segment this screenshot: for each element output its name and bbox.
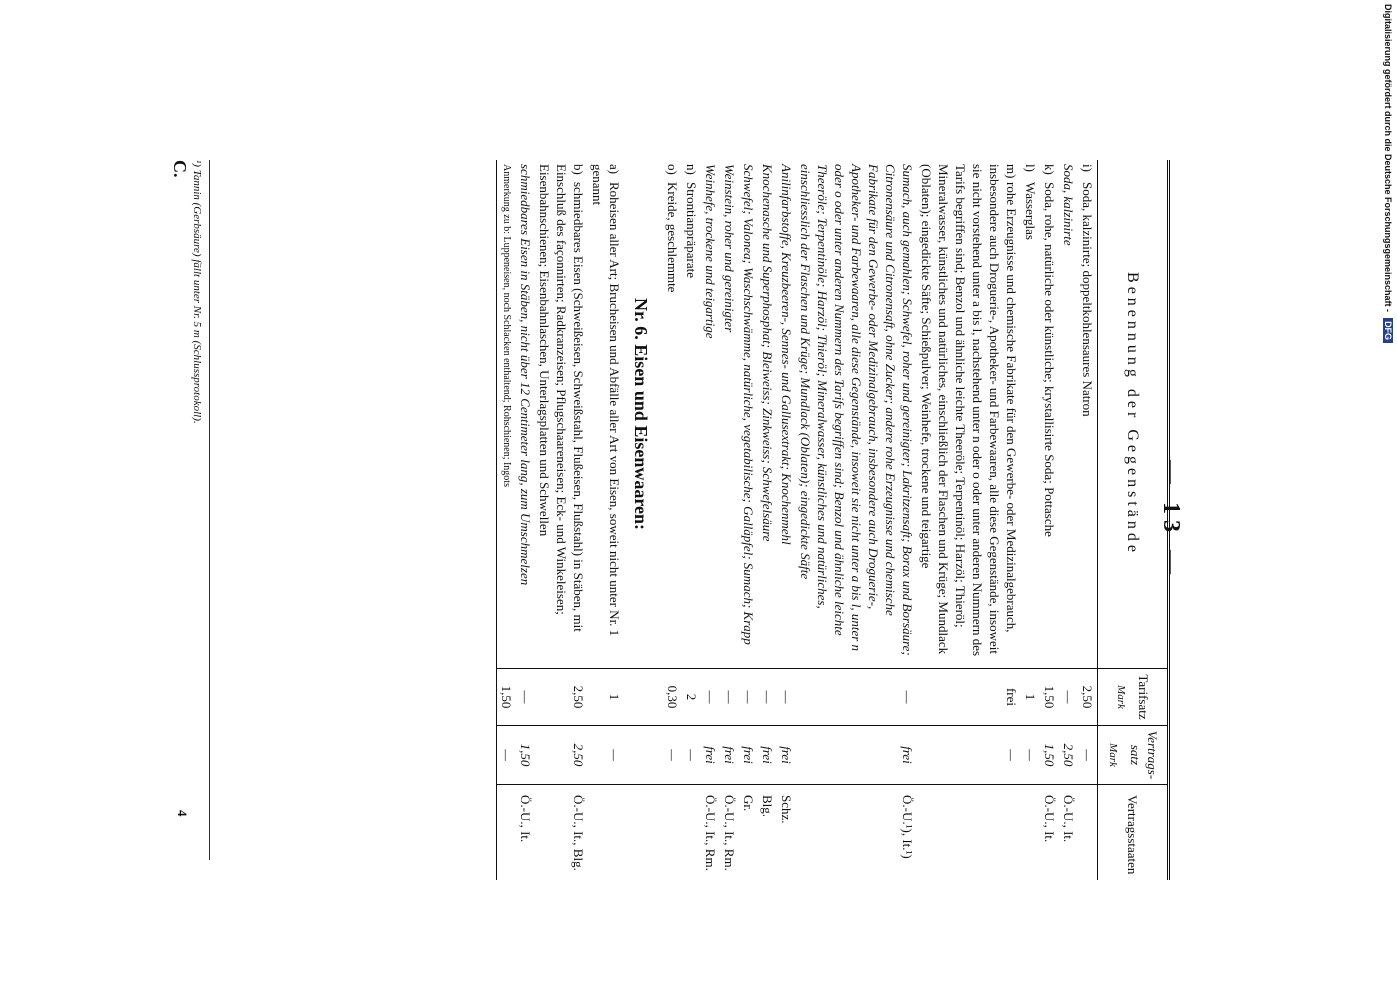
item-text: Weinstein, roher und gereinigter — [722, 164, 737, 333]
column-header-staaten: Vertragsstaaten — [1098, 785, 1169, 881]
item-description — [720, 160, 739, 669]
table-row — [1059, 160, 1078, 880]
item-key: i) — [1080, 164, 1095, 172]
table-row — [701, 160, 720, 880]
vertrag-value: 1,50 — [516, 726, 535, 785]
item-description — [535, 160, 588, 669]
table-row — [1021, 160, 1040, 880]
vertrag-value: frei — [739, 726, 758, 785]
table-row — [663, 160, 682, 880]
tarif-value: 1 — [588, 669, 624, 726]
item-key: o) — [665, 164, 680, 175]
table-row — [739, 160, 758, 880]
item-text: Soda, kalzinirte — [1061, 164, 1076, 246]
vertrag-value: — — [917, 726, 1021, 785]
item-text: Soda, kalzinirte; doppeltkohlensaures Natron — [1080, 182, 1095, 417]
staaten-value: Schz. — [779, 795, 794, 824]
item-text: Strontianpräparate — [684, 182, 699, 279]
item-text: Roheisen aller Art; Brucheisen und Abfälle aller Art von Eisen, soweit nicht unter Nr. 1 genannt — [590, 164, 622, 637]
vertrag-value: 1,50 — [1040, 726, 1059, 785]
item-key: k) — [1042, 164, 1057, 175]
item-description — [1040, 160, 1059, 669]
table-row — [516, 160, 535, 880]
dfg-logo: DFG — [1383, 318, 1393, 343]
tarif-value: frei — [917, 669, 1021, 726]
item-description — [663, 160, 682, 669]
tarif-value: — — [1059, 669, 1078, 726]
item-text: schmiedbares Eisen in Stäben, nicht über 12 Centimeter lang, zum Umschmelzen — [518, 164, 533, 586]
tarif-value: — — [739, 669, 758, 726]
table-row — [588, 160, 624, 880]
item-text: Soda, rohe, natürliche oder künstliche; krystallisirte Soda; Pottasche — [1042, 182, 1057, 537]
item-text: Nr. 6. Eisen und Eisenwaaren: — [631, 297, 651, 531]
staaten-value: Ö.-U., It., Rm. — [703, 795, 718, 871]
vertrag-value — [624, 726, 663, 785]
vertrag-value: — — [682, 726, 701, 785]
tarif-value: 1 — [1021, 669, 1040, 726]
digitization-credit — [1377, 4, 1393, 996]
tarif-value: 2 — [682, 669, 701, 726]
tarif-value: 2,50 — [1078, 669, 1098, 726]
staaten-value — [682, 785, 701, 881]
item-text: schmiedbares Eisen (Schweißeisen, Schweißstahl, Flußeisen, Flußstahl) in Stäben, mit Einschluß des façonnirten; Radkranzeisen; Pflugschaareneisen; Eck- und Winkeleisen; Eisenbahnschienen; Eisenbahnlaschen, Unterlagsplatten und Schwellen — [537, 164, 586, 632]
staaten-value — [1021, 785, 1040, 881]
item-key: l) — [1023, 164, 1038, 172]
side-letter: C. — [170, 160, 190, 178]
vertrag-value: — — [1078, 726, 1098, 785]
item-description — [701, 160, 720, 669]
staaten-value: Gr. — [741, 795, 756, 812]
vertrag-value: — — [497, 726, 517, 785]
vertrag-value: — — [1021, 726, 1040, 785]
item-key: n) — [684, 164, 699, 175]
table-row — [624, 160, 663, 880]
item-text: Anmerkung zu b: Luppeneisen, noch Schlacken enthaltend; Rohschienen; Ingots — [501, 164, 512, 487]
tariff-table — [496, 160, 1170, 880]
staaten-value — [624, 785, 663, 881]
table-row — [720, 160, 739, 880]
table-row — [917, 160, 1021, 880]
quire-mark: 4 — [175, 810, 190, 817]
staaten-value: Ö.-U.¹), It.¹) — [900, 795, 915, 859]
vertrag-value: 2,50 — [1059, 726, 1078, 785]
staaten-value — [917, 785, 1021, 881]
tarif-value: 0,30 — [663, 669, 682, 726]
item-text: rohe Erzeugnisse und chemische Fabrikate für den Gewerbe- oder Medizinalgebrauch, insbesondere auch Droguerie-, Apotheker- und Farbewaaren, alle diese Gegenstände, insoweit sie nicht vorstehend unter a bis l, nachstehend unter n oder o oder unter anderen Nummern des Tarifs begriffen sind; Benzol und ähnliche leichte Theeröle; Terpentinöl; Harzöl; Thieröl; Mineralwasser, künstliches und natürliches, einschließlich der Flaschen und Krüge; Mundlack (Oblaten); eingedickte Säfte; Schießpulver; Weinhefe, trockene und teigartige — [919, 164, 1019, 657]
item-description — [777, 160, 796, 669]
rotated-page-content — [160, 150, 1200, 890]
staaten-value: Ö.-U., It., Rm. — [722, 795, 737, 871]
item-key: b) — [571, 164, 586, 175]
vertrag-value: — — [588, 726, 624, 785]
item-description — [516, 160, 535, 669]
item-description — [796, 160, 917, 669]
item-description — [917, 160, 1021, 669]
item-description — [758, 160, 777, 669]
vertrag-value: frei — [720, 726, 739, 785]
staaten-value — [663, 785, 682, 881]
item-key: m) — [1004, 164, 1019, 179]
column-header-vertrag: Vertrags-satz Mark — [1098, 726, 1169, 785]
tarif-value: 1,50 — [497, 669, 517, 726]
item-description — [682, 160, 701, 669]
staaten-value — [1078, 785, 1098, 881]
item-description — [1078, 160, 1098, 669]
item-text: Knochenasche und Superphosphat; Bleiweiss; Zinkweiss; Schwefelsäure — [760, 164, 775, 542]
column-header-tarif: Tarifsatz Mark — [1098, 669, 1169, 726]
tarif-unit: Mark — [1115, 685, 1128, 709]
table-row — [1078, 160, 1098, 880]
item-description — [739, 160, 758, 669]
vertrag-unit: Mark — [1107, 743, 1119, 767]
table-row — [758, 160, 777, 880]
table-row — [497, 160, 517, 880]
staaten-value: Ö.-U., It., Blg. — [571, 795, 586, 871]
staaten-value: Ö.-U., It. — [518, 795, 533, 843]
item-text: Wasserglas — [1023, 182, 1038, 240]
tarif-value: — — [701, 669, 720, 726]
tarif-value: — — [516, 669, 535, 726]
vertrag-value: 2,50 — [535, 726, 588, 785]
tarif-value — [624, 669, 663, 726]
vertrag-value: frei — [758, 726, 777, 785]
tarif-value: — — [720, 669, 739, 726]
page-number: — 13 — — [1158, 460, 1184, 580]
item-description — [1021, 160, 1040, 669]
tarif-value: — — [777, 669, 796, 726]
staaten-value: Blg. — [760, 795, 775, 818]
tarif-value: — — [796, 669, 917, 726]
table-row — [535, 160, 588, 880]
table-row — [1040, 160, 1059, 880]
table-header-row — [1098, 160, 1169, 880]
tarif-value: 2,50 — [535, 669, 588, 726]
vertrag-value: — — [663, 726, 682, 785]
item-text: Schwefel; Valonea; Waschschwämme, natürliche, vegetabilische; Galläpfel; Sumach; Krapp — [741, 164, 756, 645]
item-text: Anilinfarbstoffe, Kreuzbeeren-, Sennes- und Gallusextrakt; Knochenmehl — [779, 164, 794, 545]
staaten-value — [497, 785, 517, 881]
item-text: Kreide, geschlemmte — [665, 182, 680, 293]
vertrag-value: frei — [701, 726, 720, 785]
tarif-value: — — [758, 669, 777, 726]
item-key: a) — [607, 164, 622, 175]
item-text: Weinhefe, trockene und teigartige — [703, 164, 718, 339]
item-description — [588, 160, 624, 669]
column-header-name: Benennung der Gegenstände — [1098, 160, 1169, 669]
table-row — [682, 160, 701, 880]
vertrag-value: frei — [796, 726, 917, 785]
table-row — [777, 160, 796, 880]
staaten-value — [588, 785, 624, 881]
item-text: Sumach, auch gemahlen; Schwefel, roher und gereinigter; Lakritzensaft; Borax und Borsäure; Citronensäure und Citronensaft, ohne Zucker; andere rohe Erzeugnisse und chemische Fabrikate für den Gewerbe- oder Medizinalgebrauch, insbesondere auch Droguerie-, Apotheker- und Farbewaaren, alle diese Gegenstände, insoweit sie nicht unter a bis l, unter n oder o oder unter anderen Nummern des Tarifs begriffen sind; Benzol und ähnliche leichte Theeröle; Terpentinöle; Harzöl; Thieröl; Mineralwasser, künstliches und natürliches, einschliesslich der Flaschen und Krüge; Mundlack (Oblaten); eingedickte Säfte — [798, 164, 915, 656]
item-description — [1059, 160, 1078, 669]
tarif-value: 1,50 — [1040, 669, 1059, 726]
item-description — [497, 160, 517, 669]
staaten-value: Ö.-U., It. — [1042, 795, 1057, 843]
footnote: ¹) Tannin (Gerbsäure) fällt unter Nr. 5 m (Schlussprotokoll). — [191, 160, 210, 860]
credit-text: Digitalisierung gefördert durch die Deutsche Forschungsgemeinschaft - — [1383, 4, 1393, 313]
table-row — [796, 160, 917, 880]
item-description — [624, 160, 663, 669]
staaten-value: Ö.-U., It. — [1061, 795, 1076, 843]
vertrag-value: frei — [777, 726, 796, 785]
